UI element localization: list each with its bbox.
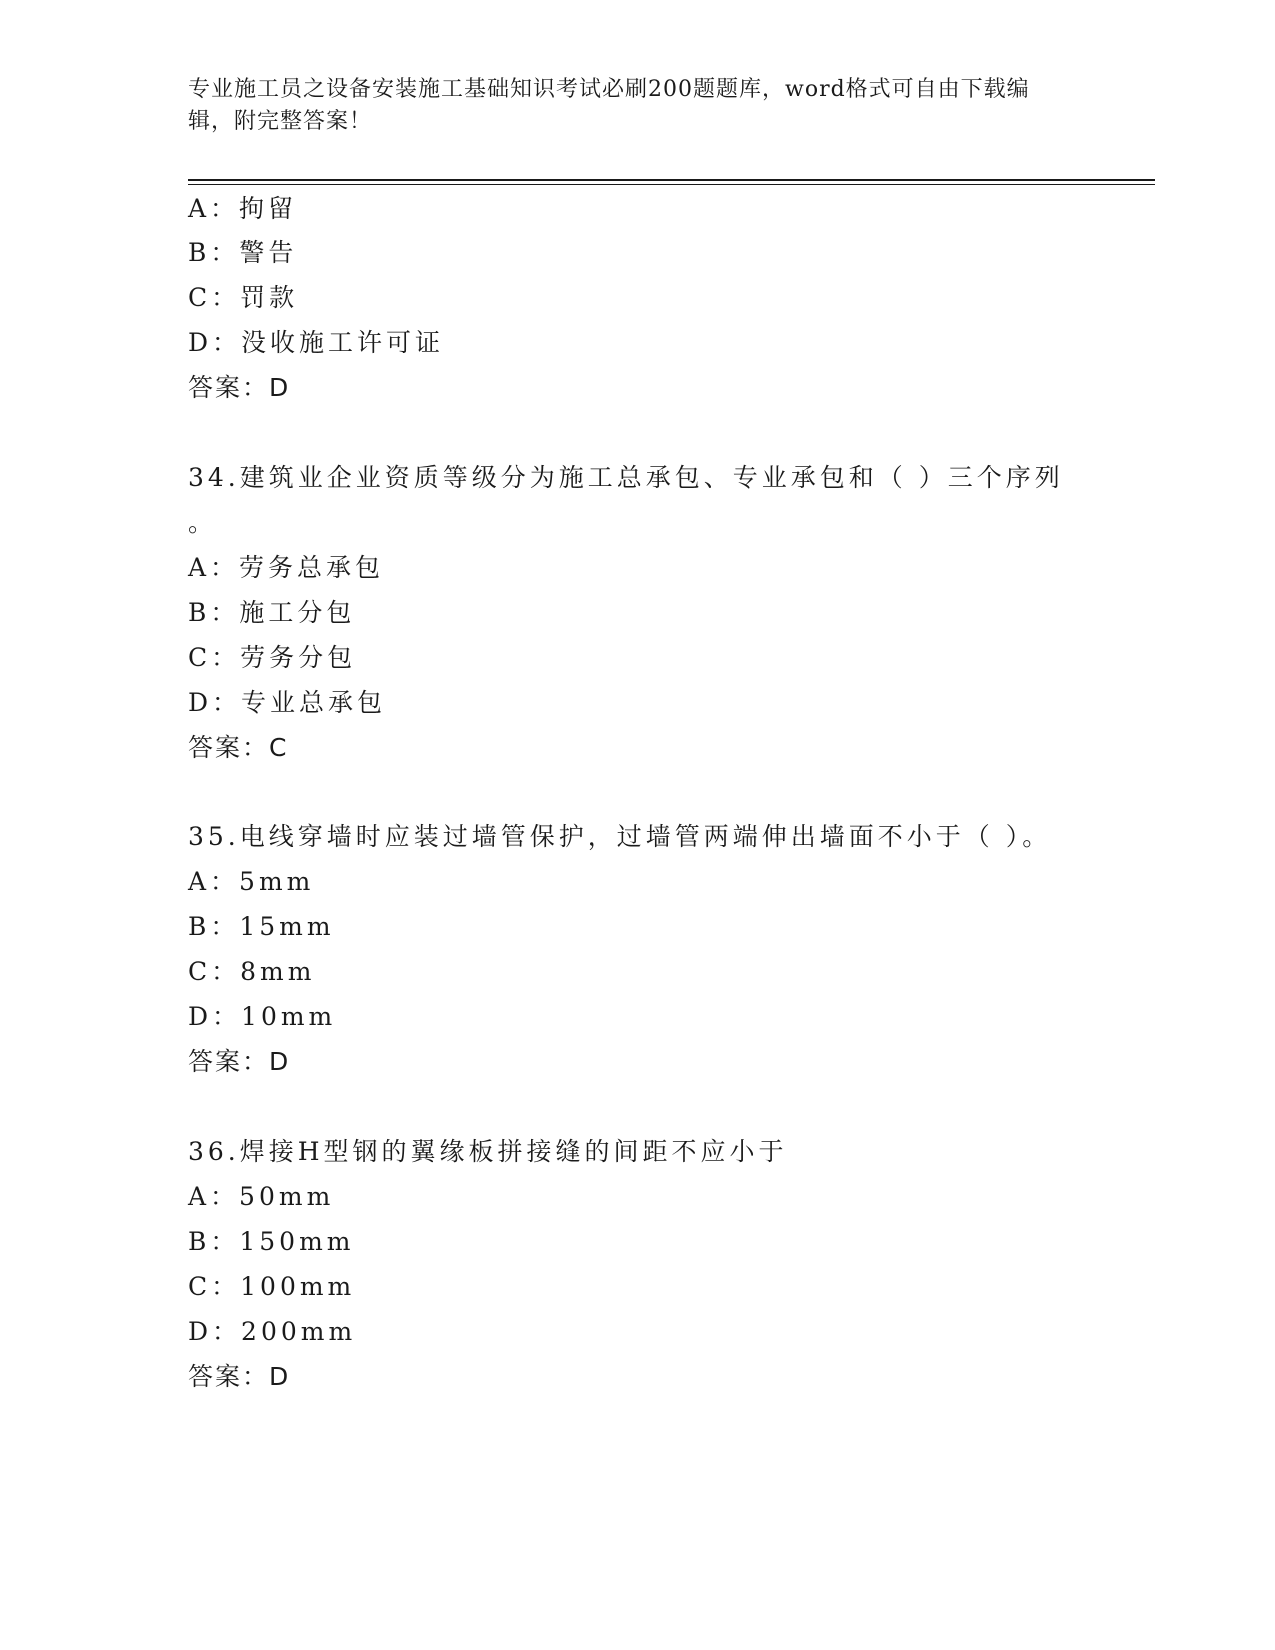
q33-option-b: B：警告 bbox=[188, 238, 298, 267]
q36-option-a: A：50mm bbox=[188, 1182, 335, 1211]
q34-option-a: A：劳务总承包 bbox=[188, 553, 385, 582]
q36-option-b: B：150mm bbox=[188, 1227, 355, 1256]
q35-answer: 答案：D bbox=[188, 1047, 291, 1076]
q33-option-d: D：没收施工许可证 bbox=[188, 328, 445, 357]
q35-option-d: D：10mm bbox=[188, 1002, 337, 1031]
q33-answer: 答案：D bbox=[188, 373, 291, 402]
document-header: 专业施工员之设备安装施工基础知识考试必刷200题题库，word格式可自由下载编辑，附完整答案！ bbox=[188, 77, 1030, 134]
q35-option-b: B：15mm bbox=[188, 912, 335, 941]
q33-option-c: C：罚款 bbox=[188, 283, 299, 312]
q34-stem-continued: 。 bbox=[188, 508, 218, 537]
q36-answer: 答案：D bbox=[188, 1362, 291, 1391]
q34-option-c: C：劳务分包 bbox=[188, 643, 357, 672]
q34-answer: 答案：C bbox=[188, 733, 289, 762]
q35-option-a: A：5mm bbox=[188, 867, 315, 896]
q35-option-c: C：8mm bbox=[188, 957, 316, 986]
q34-stem: 34.建筑业企业资质等级分为施工总承包、专业承包和（ ）三个序列 bbox=[188, 463, 1064, 492]
q36-option-c: C：100mm bbox=[188, 1272, 356, 1301]
q36-option-d: D：200mm bbox=[188, 1317, 357, 1346]
q34-option-d: D：专业总承包 bbox=[188, 688, 387, 717]
header-divider-thick bbox=[188, 179, 1155, 181]
q34-option-b: B：施工分包 bbox=[188, 598, 356, 627]
q36-stem: 36.焊接H型钢的翼缘板拼接缝的间距不应小于 bbox=[188, 1137, 788, 1166]
q33-option-a: A：拘留 bbox=[188, 194, 298, 223]
q35-stem: 35.电线穿墙时应装过墙管保护，过墙管两端伸出墙面不小于（ ）。 bbox=[188, 822, 1052, 851]
header-divider-thin bbox=[188, 184, 1155, 185]
